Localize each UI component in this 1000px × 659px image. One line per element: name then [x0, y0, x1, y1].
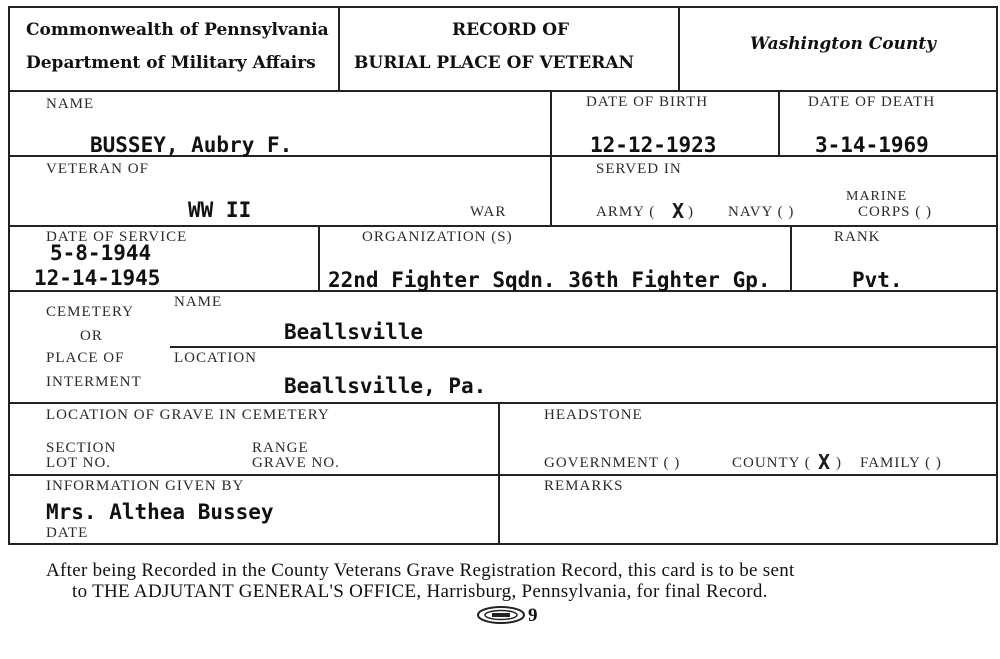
veteran-of-label: VETERAN OF: [46, 161, 149, 177]
place-of-label: PLACE OF: [46, 350, 125, 366]
agency-line-2: Department of Military Affairs: [26, 53, 316, 73]
or-label: OR: [80, 328, 103, 344]
county-headstone-label: COUNTY (: [732, 455, 811, 471]
info-given-by-label: INFORMATION GIVEN BY: [46, 478, 245, 494]
grave-location-label: LOCATION OF GRAVE IN CEMETERY: [46, 407, 330, 423]
cemetery-label: CEMETERY: [46, 304, 135, 320]
organization-label: ORGANIZATION (S): [362, 229, 513, 245]
family-label: FAMILY ( ): [860, 455, 942, 471]
divider-grave-headstone: [498, 402, 500, 543]
county-headstone-mark: X: [818, 450, 831, 474]
date-label: DATE: [46, 525, 89, 541]
divider-birth-death: [778, 90, 780, 157]
war-label: WAR: [470, 204, 507, 220]
service-start-value: 5-8-1944: [50, 241, 152, 265]
location-label: LOCATION: [174, 350, 257, 366]
divider-service-org: [318, 225, 320, 292]
date-of-birth-value: 12-12-1923: [590, 133, 717, 157]
county-name: Washington County: [750, 34, 937, 54]
marine-label-line-2: CORPS ( ): [858, 204, 933, 220]
date-of-death-value: 3-14-1969: [815, 133, 929, 157]
divider-header-1: [338, 6, 340, 92]
army-label: ARMY (: [596, 204, 656, 220]
cemetery-name-label: NAME: [174, 294, 223, 310]
headstone-label: HEADSTONE: [544, 407, 643, 423]
county-headstone-label-close: ): [836, 455, 842, 471]
section-label: SECTION: [46, 440, 117, 456]
rule-cemetery: [8, 402, 998, 404]
rule-cemetery-name: [170, 346, 998, 348]
range-label: RANGE: [252, 440, 309, 456]
organization-value: 22nd Fighter Sqdn. 36th Fighter Gp.: [328, 268, 771, 292]
border-left: [8, 6, 10, 543]
rule-info: [8, 543, 998, 545]
rank-value: Pvt.: [852, 268, 903, 292]
date-of-death-label: DATE OF DEATH: [808, 94, 936, 110]
footer-line-2: to THE ADJUTANT GENERAL'S OFFICE, Harrisburg, Pennsylvania, for final Record.: [72, 581, 768, 602]
army-mark: X: [672, 199, 685, 223]
veteran-name-value: BUSSEY, Aubry F.: [90, 133, 293, 157]
footer-line-1: After being Recorded in the County Veterans Grave Registration Record, this card is to be sent: [46, 560, 795, 581]
record-title-line-2: BURIAL PLACE OF VETERAN: [354, 53, 635, 73]
record-title-line-1: RECORD OF: [452, 20, 570, 40]
rank-label: RANK: [834, 229, 881, 245]
divider-org-rank: [790, 225, 792, 292]
border-top: [8, 6, 996, 8]
remarks-label: REMARKS: [544, 478, 624, 494]
government-label: GOVERNMENT ( ): [544, 455, 681, 471]
interment-label: INTERMENT: [46, 374, 142, 390]
name-label: NAME: [46, 96, 95, 112]
border-right: [996, 6, 998, 543]
union-number: 9: [528, 605, 538, 626]
divider-name: [550, 90, 552, 227]
agency-line-1: Commonwealth of Pennsylvania: [26, 20, 329, 40]
served-in-label: SERVED IN: [596, 161, 682, 177]
veteran-of-value: WW II: [188, 198, 252, 222]
army-label-close: ): [688, 204, 694, 220]
union-bug-icon: [476, 604, 526, 626]
cemetery-location-value: Beallsville, Pa.: [284, 374, 487, 398]
service-end-value: 12-14-1945: [34, 266, 161, 290]
date-of-birth-label: DATE OF BIRTH: [586, 94, 709, 110]
grave-no-label: GRAVE NO.: [252, 455, 340, 471]
cemetery-name-value: Beallsville: [284, 320, 424, 344]
info-given-by-value: Mrs. Althea Bussey: [46, 500, 274, 524]
date-of-service-label: DATE OF SERVICE: [46, 229, 188, 245]
navy-label: NAVY ( ): [728, 204, 795, 220]
rule-veteran: [8, 225, 998, 227]
rule-grave: [8, 474, 998, 476]
lot-no-label: LOT NO.: [46, 455, 112, 471]
rule-header: [8, 90, 998, 92]
marine-label-line-1: MARINE: [846, 189, 908, 204]
divider-header-2: [678, 6, 680, 92]
